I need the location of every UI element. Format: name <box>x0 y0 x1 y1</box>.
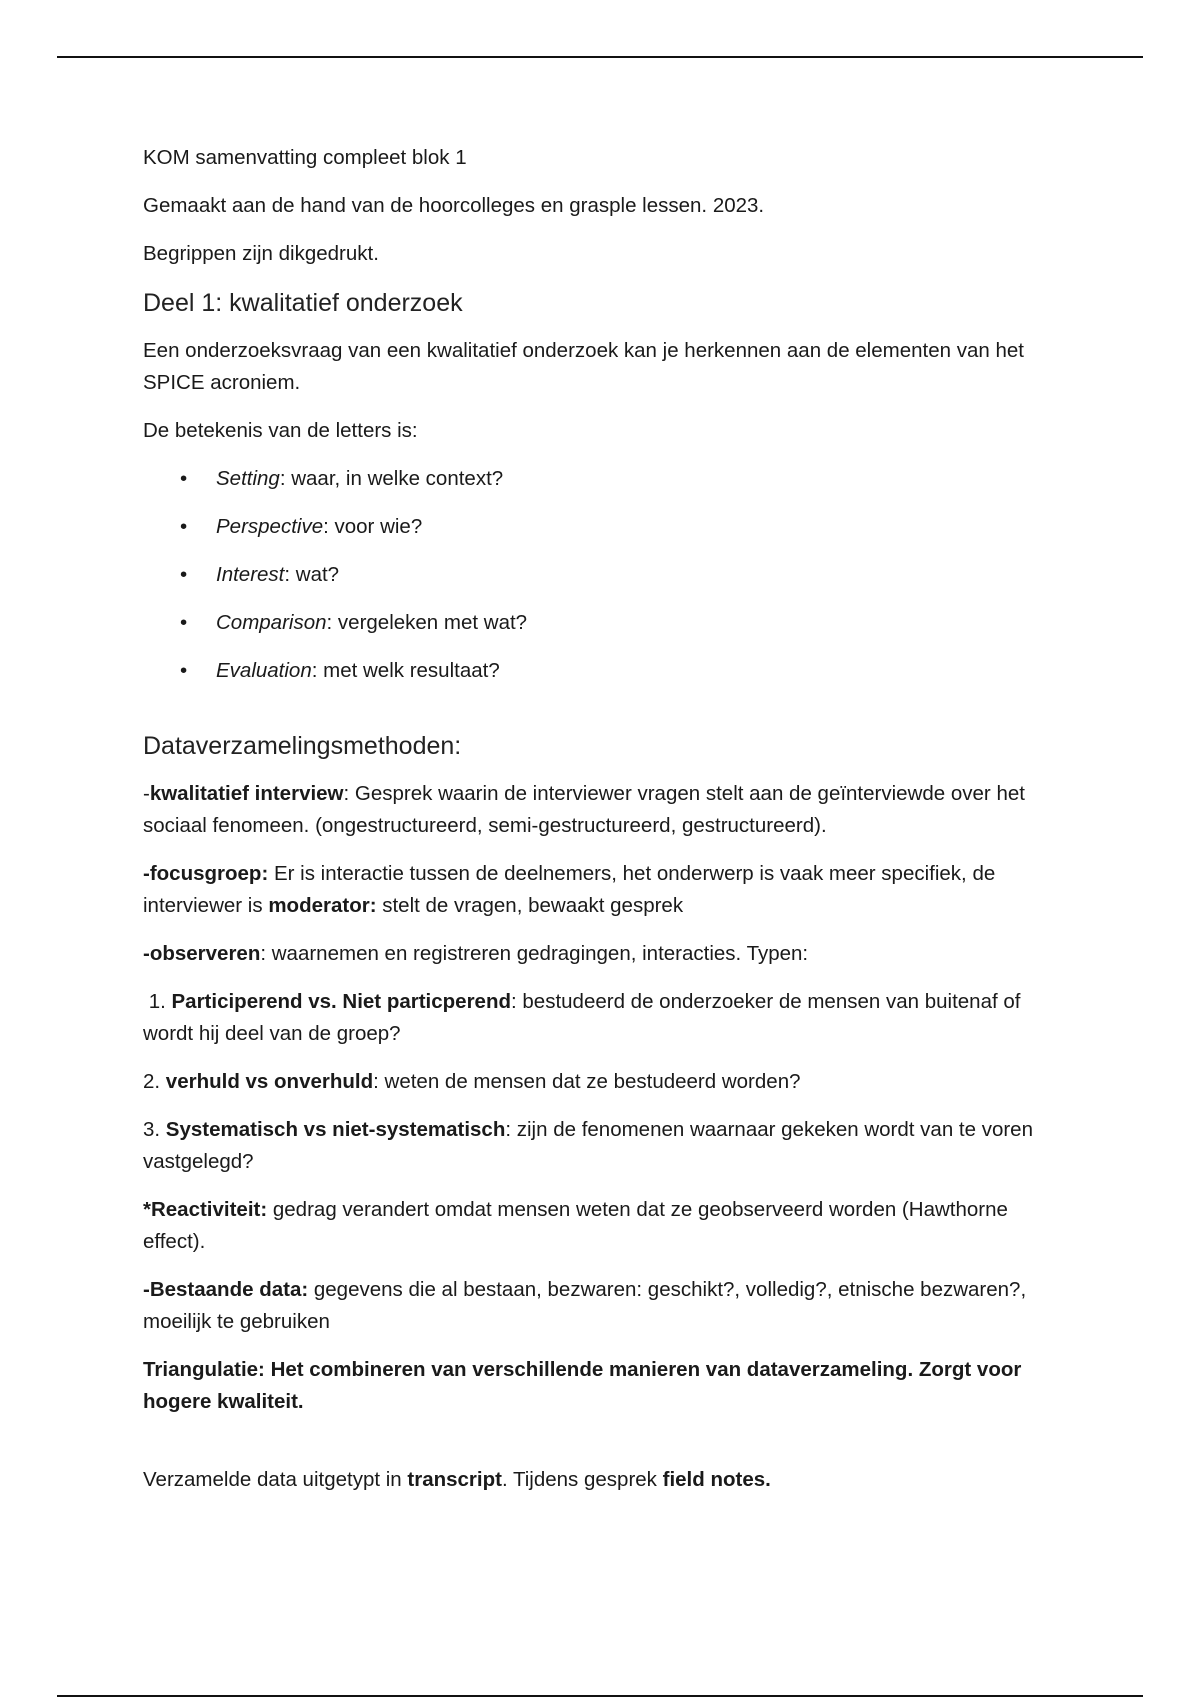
section-heading-dataverzameling: Dataverzamelingsmethoden: <box>143 732 462 760</box>
transcript-text-2: . Tijdens gesprek <box>501 1468 663 1491</box>
spice-definition: : wat? <box>284 563 340 586</box>
footer-rule <box>57 1695 1143 1697</box>
transcript-paragraph <box>143 1464 1063 1496</box>
list-item <box>143 655 1063 687</box>
spice-definition: : voor wie? <box>323 515 423 538</box>
spice-definition: : waar, in welke context? <box>279 467 504 490</box>
bestaande-data-definition: gegevens die al bestaan, bezwaren: geschikt?, volledig?, etnische bezwaren?, moeilijk te gebruiken <box>143 1278 1027 1333</box>
spice-term: Perspective <box>216 515 324 538</box>
list-item <box>143 463 1063 495</box>
spice-intro-paragraph: Een onderzoeksvraag van een kwalitatief onderzoek kan je herkennen aan de elementen van het SPICE acroniem. <box>143 339 1024 394</box>
type-paragraph <box>143 986 1063 1050</box>
triangulatie-paragraph <box>143 1354 1063 1418</box>
spice-list <box>143 463 1063 687</box>
header-rule <box>57 56 1143 58</box>
type-number: 1. <box>143 990 172 1013</box>
bullet-icon: • <box>180 515 188 538</box>
document-title-line: KOM samenvatting compleet blok 1 <box>143 146 467 169</box>
term-bestaande-data: -Bestaande data: <box>143 1278 309 1301</box>
interview-paragraph <box>143 778 1063 842</box>
moderator-definition: stelt de vragen, bewaakt gesprek <box>376 894 684 917</box>
bullet-icon: • <box>180 659 188 682</box>
spice-term: Comparison <box>216 611 327 634</box>
list-item <box>143 607 1063 639</box>
type-number: 3. <box>143 1118 166 1141</box>
term-field-notes: field notes. <box>662 1468 771 1491</box>
observeren-paragraph <box>143 938 1063 970</box>
reactiviteit-paragraph <box>143 1194 1063 1258</box>
spice-definition: : vergeleken met wat? <box>326 611 528 634</box>
focusgroep-definition: Er is interactie tussen de deelnemers, het onderwerp is vaak meer specifiek, de interviewer is <box>143 862 996 917</box>
type-paragraph <box>143 1066 1063 1098</box>
triangulatie-text: Triangulatie: Het combineren van verschillende manieren van dataverzameling. Zorgt voor hogere kwaliteit. <box>143 1358 1022 1413</box>
transcript-text-1: Verzamelde data uitgetypt in <box>143 1468 408 1491</box>
spice-term: Setting <box>216 467 280 490</box>
term-focusgroep: -focusgroep: <box>143 862 269 885</box>
spice-term: Interest <box>216 563 285 586</box>
term-reactiviteit: *Reactiviteit: <box>143 1198 268 1221</box>
type-definition: : bestudeerd de onderzoeker de mensen van buitenaf of wordt hij deel van de groep? <box>143 990 1021 1045</box>
type-number: 2. <box>143 1070 166 1093</box>
type-term: Participerend vs. Niet particperend <box>171 990 512 1013</box>
reactiviteit-definition: gedrag verandert omdat mensen weten dat ze geobserveerd worden (Hawthorne effect). <box>143 1198 1008 1253</box>
term-transcript: transcript <box>407 1468 502 1491</box>
type-paragraph <box>143 1114 1063 1178</box>
letters-intro: De betekenis van de letters is: <box>143 419 418 442</box>
type-definition: : zijn de fenomenen waarnaar gekeken wordt van te voren vastgelegd? <box>143 1118 1033 1173</box>
focusgroep-paragraph <box>143 858 1063 922</box>
interview-definition: : Gesprek waarin de interviewer vragen stelt aan de geïnterviewde over het sociaal fenomeen. (ongestructureerd, semi-gestructureerd, gestructureerd). <box>143 782 1025 837</box>
observeren-definition: : waarnemen en registreren gedragingen, interacties. Typen: <box>260 942 809 965</box>
bullet-icon: • <box>180 467 188 490</box>
type-definition: : weten de mensen dat ze bestudeerd worden? <box>373 1070 801 1093</box>
bestaande-data-paragraph <box>143 1274 1063 1338</box>
document-body <box>143 142 1063 1512</box>
bullet-icon: • <box>180 563 188 586</box>
term-observeren: -observeren <box>143 942 261 965</box>
bullet-icon: • <box>180 611 188 634</box>
prefix-dash: - <box>143 782 150 805</box>
term-interview: kwalitatief interview <box>149 782 344 805</box>
spice-term: Evaluation <box>216 659 312 682</box>
list-item <box>143 559 1063 591</box>
type-term: verhuld vs onverhuld <box>165 1070 374 1093</box>
type-term: Systematisch vs niet-systematisch <box>165 1118 506 1141</box>
note-line: Begrippen zijn dikgedrukt. <box>143 242 379 265</box>
source-line: Gemaakt aan de hand van de hoorcolleges en grasple lessen. 2023. <box>143 194 765 217</box>
section-heading-deel-1: Deel 1: kwalitatief onderzoek <box>143 289 463 317</box>
spice-definition: : met welk resultaat? <box>311 659 500 682</box>
term-moderator: moderator: <box>268 894 377 917</box>
list-item <box>143 511 1063 543</box>
